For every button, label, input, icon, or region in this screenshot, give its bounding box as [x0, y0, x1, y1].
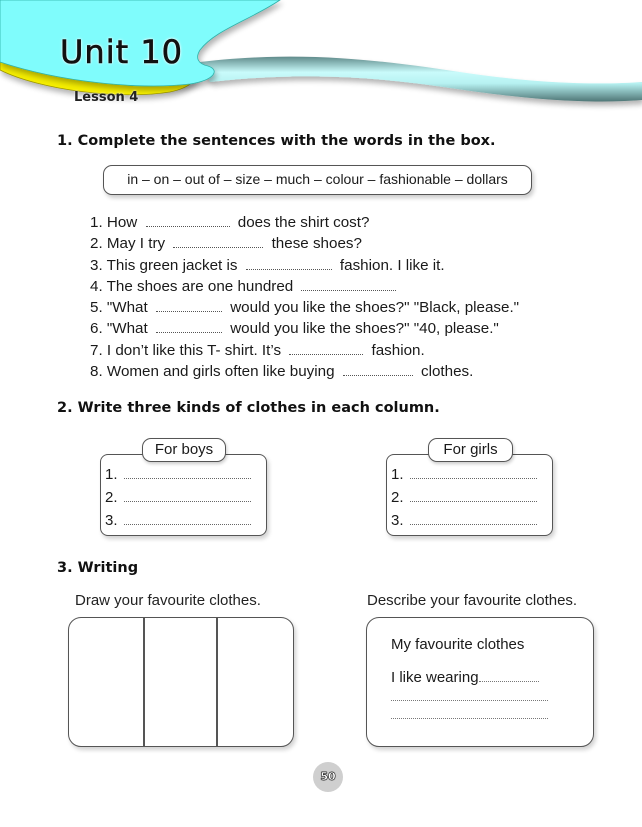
- sentence-item: [90, 318, 519, 339]
- girls-column-box: [386, 454, 553, 536]
- sentence-text: these shoes?: [271, 235, 362, 253]
- banner-tube: [200, 57, 642, 102]
- sentence-item: [90, 361, 519, 382]
- sentence-text: clothes.: [421, 363, 474, 381]
- lesson-label: Lesson 4: [74, 90, 139, 105]
- line-number: 1.: [391, 466, 404, 483]
- sentence-item: [90, 233, 519, 254]
- line-number: 3.: [391, 512, 404, 529]
- column-line[interactable]: [105, 511, 251, 533]
- unit-title: Unit 10: [60, 33, 184, 71]
- answer-blank[interactable]: [156, 319, 222, 333]
- sentence-text: 1. How: [90, 214, 138, 231]
- writing-line[interactable]: [391, 700, 548, 701]
- exercise-3-heading: 3. Writing: [57, 560, 139, 576]
- answer-dots: [479, 669, 539, 682]
- sentence-text: would you like the shoes?" "40, please.": [230, 320, 499, 338]
- girls-column-title: For girls: [428, 438, 513, 462]
- sentence-list: [90, 212, 519, 382]
- line-number: 1.: [105, 466, 118, 483]
- word-box: in – on – out of – size – much – colour – fashionable – dollars: [103, 165, 532, 195]
- sentence-text: 8. Women and girls often like buying: [90, 363, 335, 381]
- answer-blank[interactable]: [156, 298, 222, 312]
- answer-dots: [410, 489, 537, 502]
- column-line[interactable]: [391, 488, 537, 510]
- sentence-text: fashion. I like it.: [339, 256, 445, 274]
- answer-dots: [124, 466, 251, 479]
- sentence-item: [90, 276, 519, 297]
- writing-line[interactable]: [391, 718, 548, 719]
- answer-blank[interactable]: [289, 341, 363, 355]
- drawing-area[interactable]: [68, 617, 294, 747]
- sentence-text: would you like the shoes?" "Black, please.": [230, 299, 520, 317]
- draw-label: Draw your favourite clothes.: [75, 592, 261, 609]
- sentence-text: 5. "What: [90, 299, 148, 317]
- sentence-item: [90, 340, 519, 361]
- sentence-item: [90, 212, 519, 233]
- column-line[interactable]: [391, 511, 537, 533]
- sentence-text: 4. The shoes are one hundred: [90, 277, 294, 295]
- line-number: 2.: [391, 489, 404, 506]
- description-box[interactable]: [366, 617, 594, 747]
- answer-blank[interactable]: [301, 277, 396, 291]
- describe-label: Describe your favourite clothes.: [367, 592, 578, 609]
- answer-dots: [124, 512, 251, 525]
- drawing-divider: [216, 618, 218, 746]
- answer-blank[interactable]: [343, 362, 413, 376]
- answer-dots: [410, 466, 537, 479]
- line-number: 2.: [105, 489, 118, 506]
- sentence-text: 3. This green jacket is: [90, 256, 238, 274]
- answer-blank[interactable]: [146, 213, 230, 227]
- drawing-divider: [143, 618, 145, 746]
- boys-column-title: For boys: [142, 438, 226, 462]
- sentence-item: [90, 297, 519, 318]
- exercise-1-heading: 1. Complete the sentences with the words in the box.: [57, 133, 496, 149]
- sentence-text: 7. I don’t like this T- shirt. It’s: [90, 341, 282, 359]
- answer-dots: [410, 512, 537, 525]
- sentence-text: 2. May I try: [90, 235, 166, 253]
- sentence-text: 6. "What: [90, 320, 148, 338]
- column-line[interactable]: [105, 488, 251, 510]
- answer-blank[interactable]: [173, 234, 263, 248]
- answer-blank[interactable]: [246, 256, 332, 270]
- sentence-text: does the shirt cost?: [237, 214, 370, 231]
- prompt-text: I like wearing: [391, 669, 479, 686]
- sentence-text: fashion.: [371, 341, 425, 359]
- answer-dots: [124, 489, 251, 502]
- column-line[interactable]: [391, 465, 537, 487]
- exercise-2-heading: 2. Write three kinds of clothes in each column.: [57, 400, 440, 416]
- description-title: My favourite clothes: [391, 636, 525, 653]
- column-line[interactable]: [105, 465, 251, 487]
- description-prompt: [391, 669, 539, 686]
- page-number-badge: 50: [313, 762, 343, 792]
- boys-column-box: [100, 454, 267, 536]
- sentence-item: [90, 255, 519, 276]
- line-number: 3.: [105, 512, 118, 529]
